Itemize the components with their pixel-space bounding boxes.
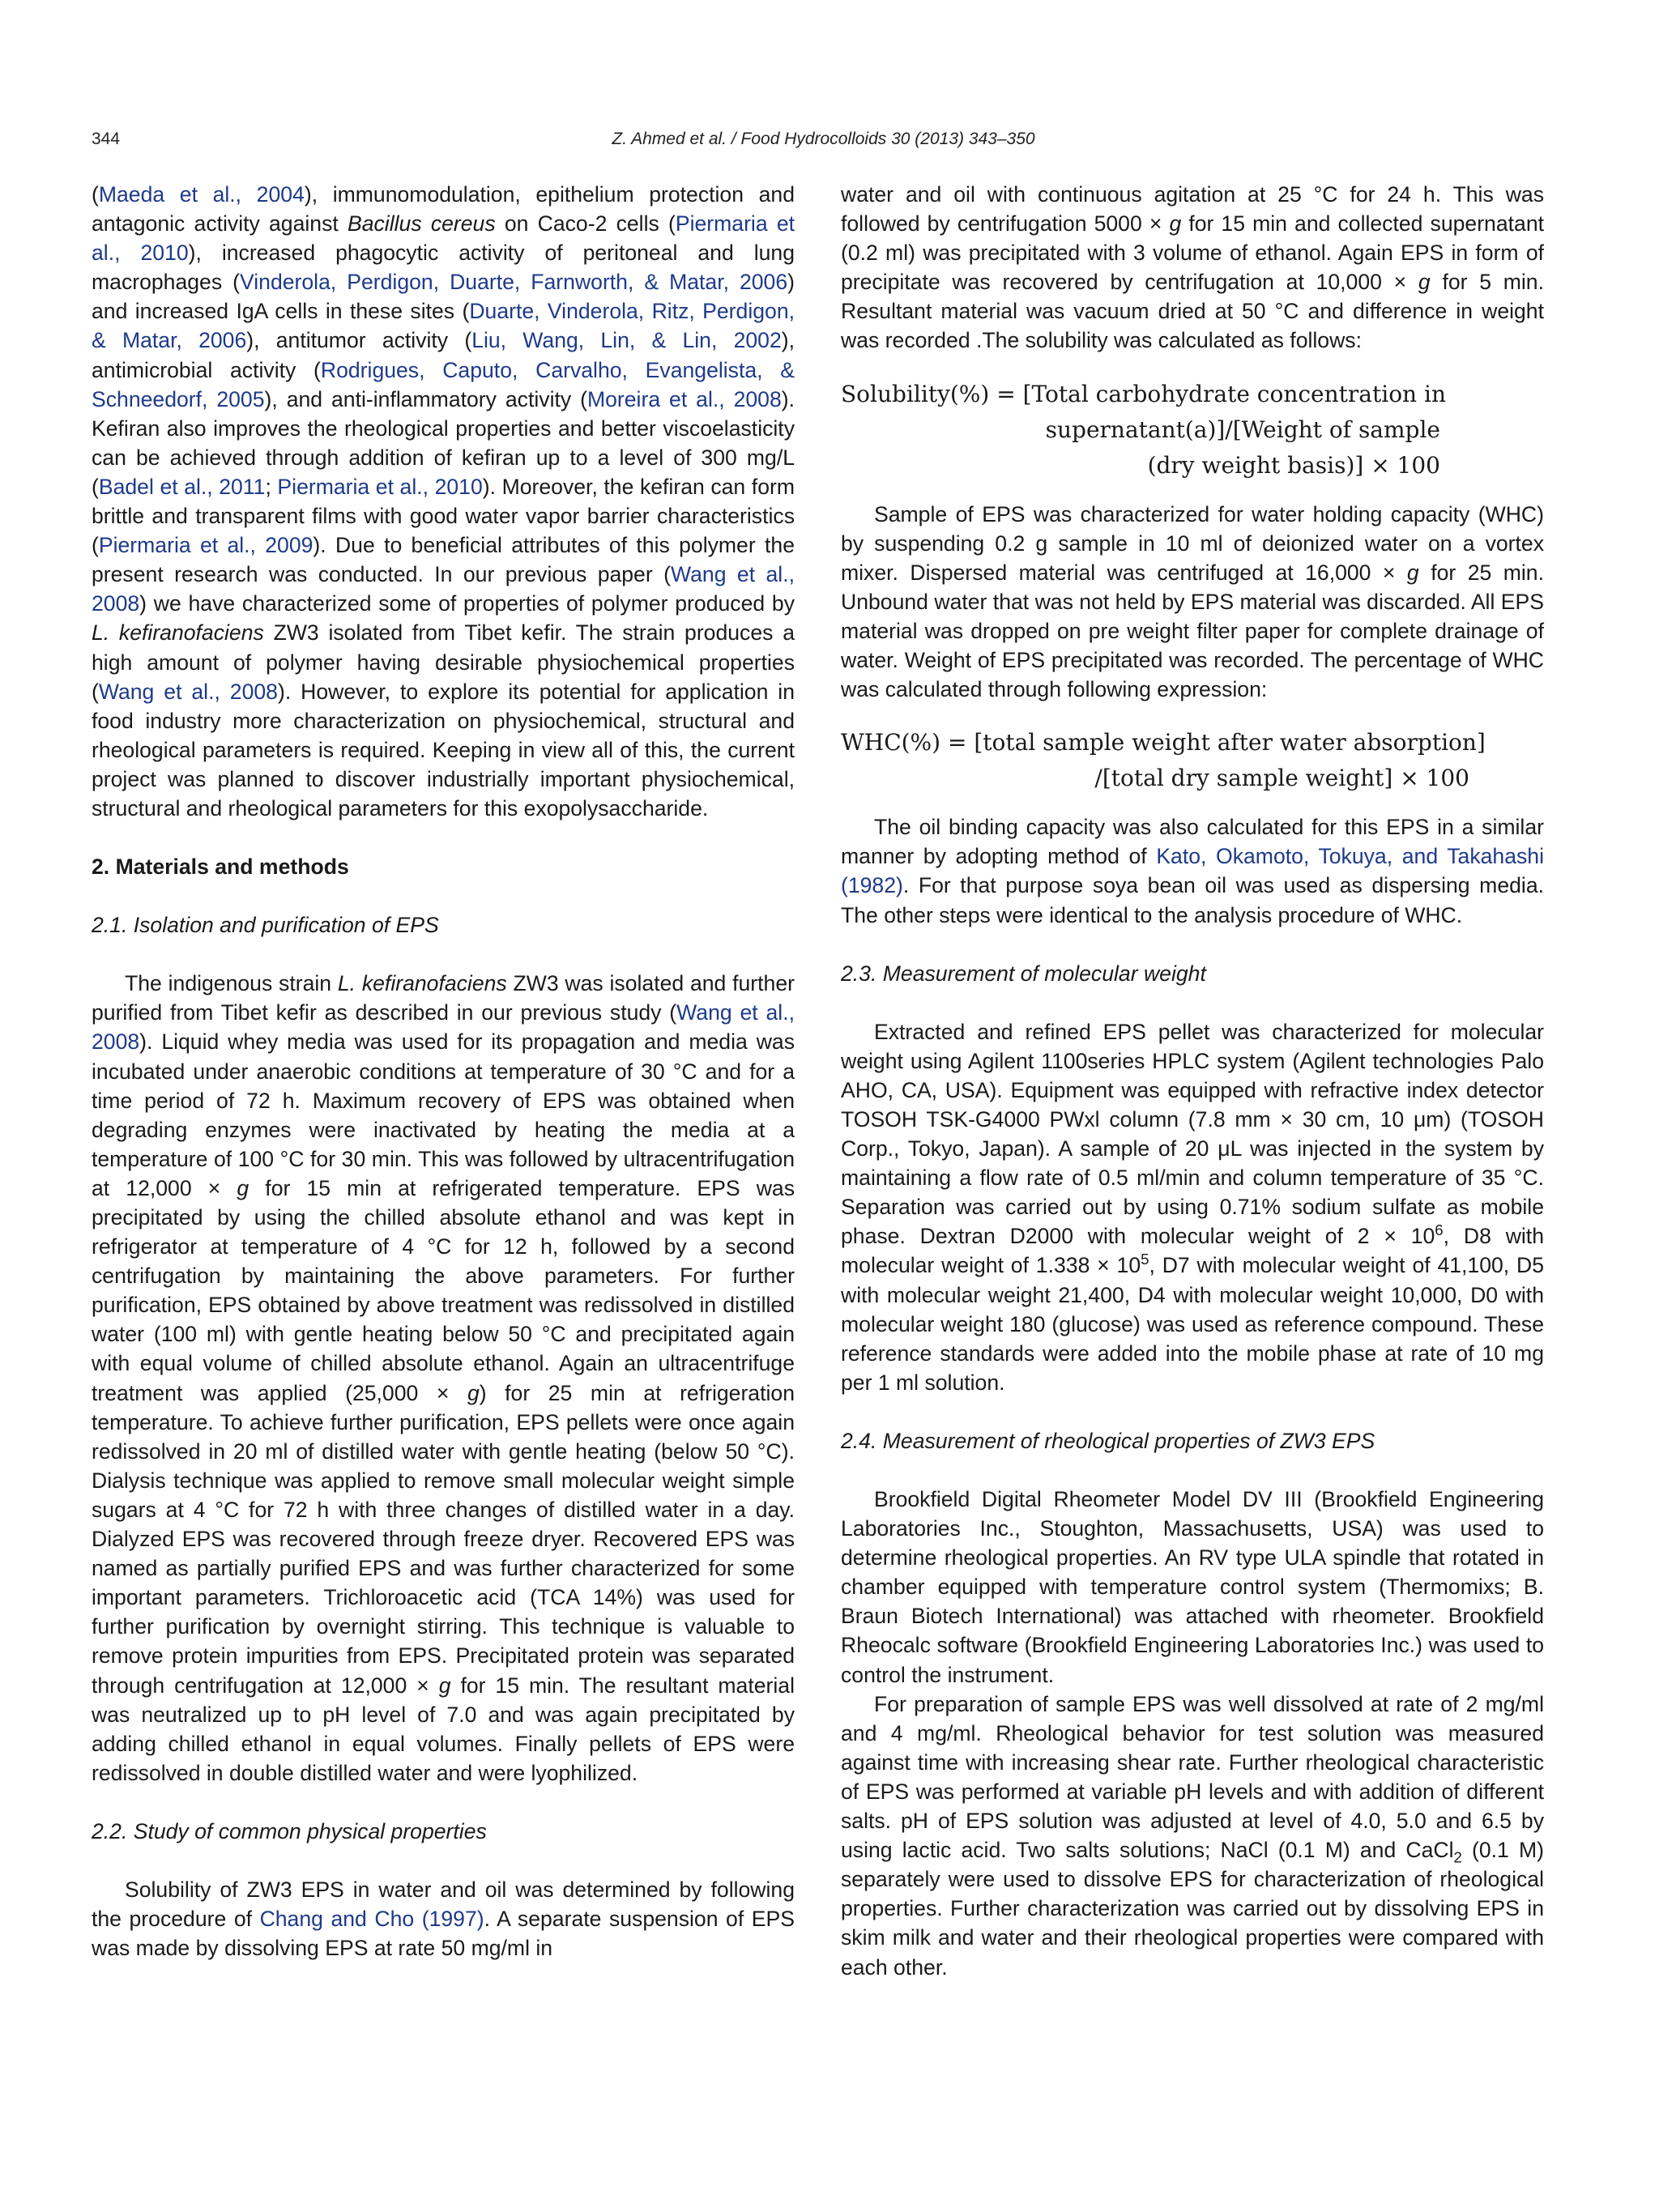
whc-equation <box>841 725 1544 796</box>
subsection-heading: 2.2. Study of common physical properties <box>92 1818 487 1843</box>
subsection-heading: 2.3. Measurement of molecular weight <box>841 961 1206 986</box>
citation-link[interactable]: Liu, Wang, Lin, & Lin, 2002 <box>471 328 782 353</box>
body-paragraph: The oil binding capacity was also calculated for this EPS in a similar manner by adopting method of Kato, Okamoto, Tokuya, and Takahashi (1982). For that purpose soya bean oil was used as dispersing media. The other steps were identical to the analysis procedure of WHC. <box>841 815 1544 927</box>
equation-line: supernatant(a)]/[Weight of sample <box>1045 416 1440 443</box>
page-number: 344 <box>92 130 121 148</box>
body-paragraph: For preparation of sample EPS was well dissolved at rate of 2 mg/ml and 4 mg/ml. Rheological behavior for test solution was measured against time with increasing shear rate. Further rheological characteristic of EPS was performed at variable pH levels and with addition of different salts. pH of EPS solution was adjusted at level of 4.0, 5.0 and 6.5 by using lactic acid. Two salts solutions; NaCl (0.1 M) and CaCl$_2$ (0.1 M) separately were used to dissolve EPS for characterization of rheological properties. Further characterization was carried out by dissolving EPS in skim milk and water and their rheological properties were compared with each other. <box>841 1691 1544 1980</box>
body-paragraph: Extracted and refined EPS pellet was characterized for molecular weight using Agilent 1100series HPLC system (Agilent technologies Palo AHO, CA, USA). Equipment was equipped with refractive index detector TOSOH TSK-G4000 PWxl column (7.8 mm × 30 cm, 10 μm) (TOSOH Corp., Tokyo, Japan). A sample of 20 μL was injected in the system by maintaining a flow rate of 0.5 ml/min and column temperature of 35 °C. Separation was carried out by using 0.71% sodium sulfate as mobile phase. Dextran D2000 with molecular weight of $2 \times 10^6$, D8 with molecular weight of $1.338 \times 10^5$, D7 with molecular weight of 41,100, D5 with molecular weight 21,400, D4 with molecular weight 10,000, D0 with molecular weight 180 (glucose) was used as reference compound. These reference standards were added into the mobile phase at rate of 10 mg per 1 ml solution. <box>841 1019 1544 1395</box>
body-paragraph: The indigenous strain L. kefiranofaciens ZW3 was isolated and further purified from Tibet kefir as described in our previous study (Wang et al., 2008). Liquid whey media was used for its propagation and media was incubated under anaerobic conditions at temperature of 30 °C and for a time period of 72 h. Maximum recovery of EPS was obtained when degrading enzymes were inactivated by heating the media at a temperature of 100 °C for 30 min. This was followed by ultracentrifugation at 12,000 × g for 15 min at refrigerated temperature. EPS was precipitated by using the chilled absolute ethanol and was kept in refrigerator at temperature of 4 °C for 12 h, followed by a second centrifugation by maintaining the above parameters. For further purification, EPS obtained by above treatment was redissolved in distilled water (100 ml) with gentle heating below 50 °C and precipitated again with equal volume of chilled absolute ethanol. Again an ultracentrifuge treatment was applied (25,000 × g) for 25 min at refrigeration temperature. To achieve further purification, EPS pellets were once again redissolved in 20 ml of distilled water with gentle heating (below 50 °C). Dialysis technique was applied to remove small molecular weight simple sugars at 4 °C for 72 h with three changes of distilled water in a day. Dialyzed EPS was recovered through freeze dryer. Recovered EPS was named as partially purified EPS and was further characterized for some important parameters. Trichloroacetic acid (TCA 14%) was used for further purification by overnight stirring. This technique is valuable to remove protein impurities from EPS. Precipitated protein was separated through centrifugation at 12,000 × g for 15 min. The resultant material was neutralized up to pH level of 7.0 and was again precipitated by adding chilled ethanol in equal volumes. Finally pellets of EPS were redissolved in double distilled water and were lyophilized. <box>92 971 795 1785</box>
citation-link[interactable]: Duarte, Vinderola, Ritz, Perdigon, & Matar, 2006 <box>92 299 795 353</box>
citation-link[interactable]: Vinderola, Perdigon, Duarte, Farnworth, & Matar, 2006 <box>239 270 788 295</box>
equation-line: (dry weight basis)] × 100 <box>1147 451 1440 479</box>
right-column <box>841 180 1544 1982</box>
citation-link[interactable]: Piermaria et al., 2010 <box>277 474 483 499</box>
citation-link[interactable]: Maeda et al., 2004 <box>98 182 305 207</box>
running-head <box>92 130 1555 157</box>
citation-link[interactable]: Piermaria et al., 2010 <box>92 211 795 266</box>
equation-line: WHC(%) = [total sample weight after water absorption] <box>841 729 1486 757</box>
subsection-heading: 2.4. Measurement of rheological properties of ZW3 EPS <box>841 1428 1375 1453</box>
subsection-heading: 2.1. Isolation and purification of EPS <box>92 913 439 938</box>
body-paragraph: Brookfield Digital Rheometer Model DV III (Brookfield Engineering Laboratories Inc., Stoughton, Massachusetts, USA) was used to determine rheological properties. An RV type ULA spindle that rotated in chamber equipped with temperature control system (Thermomixs; B. Braun Biotech International) was attached with rheometer. Brookfield Rheocalc software (Brookfield Engineering Laboratories Inc.) was used to control the instrument. <box>841 1487 1544 1687</box>
body-paragraph: Solubility of ZW3 EPS in water and oil was determined by following the procedure of Chang and Cho (1997). A separate suspension of EPS was made by dissolving EPS at rate 50 mg/ml in <box>92 1877 795 1961</box>
equation-line: /[total dry sample weight] × 100 <box>1094 765 1469 792</box>
body-paragraph: water and oil with continuous agitation at 25 °C for 24 h. This was followed by centrifugation 5000 × g for 15 min and collected supernatant (0.2 ml) was precipitated with 3 volume of ethanol. Again EPS in form of precipitate was recovered by centrifugation at 10,000 × g for 5 min. Resultant material was vacuum dried at 50 °C and difference in weight was recorded .The solubility was calculated as follows: <box>841 182 1544 353</box>
citation-link[interactable]: Badel et al., 2011 <box>98 474 266 499</box>
citation-link[interactable]: Wang et al., 2008 <box>92 1000 795 1055</box>
citation-link[interactable]: Kato, Okamoto, Tokuya, and Takahashi (1982) <box>841 844 1544 898</box>
citation-link[interactable]: Moreira et al., 2008 <box>586 386 782 411</box>
solubility-equation <box>841 377 1544 484</box>
equation-line: Solubility(%) = [Total carbohydrate concentration in <box>841 380 1446 407</box>
left-column <box>92 180 795 1963</box>
body-paragraph: Sample of EPS was characterized for water holding capacity (WHC) by suspending 0.2 g sample in 10 ml of deionized water on a vortex mixer. Dispersed material was centrifuged at 16,000 × g for 25 min. Unbound water that was not held by EPS material was discarded. All EPS material was dropped on pre weight filter paper for complete drainage of water. Weight of EPS precipitated was recorded. The percentage of WHC was calculated through following expression: <box>841 501 1544 702</box>
section-heading: 2. Materials and methods <box>92 855 349 880</box>
citation-link[interactable]: Wang et al., 2008 <box>92 562 795 616</box>
intro-paragraph-continued: (Maeda et al., 2004), immunomodulation, epithelium protection and antagonic activity against Bacillus cereus on Caco-2 cells (Piermaria et al., 2010), increased phagocytic activity of peritoneal and lung macrophages (Vinderola, Perdigon, Duarte, Farnworth, & Matar, 2006) and increased IgA cells in these sites (Duarte, Vinderola, Ritz, Perdigon, & Matar, 2006), antitumor activity (Liu, Wang, Lin, & Lin, 2002), antimicrobial activity (Rodrigues, Caputo, Carvalho, Evangelista, & Schneedorf, 2005), and anti-inflammatory activity (Moreira et al., 2008). Kefiran also improves the rheological properties and better viscoelasticity can be achieved through addition of kefiran up to a level of 300 mg/L (Badel et al., 2011; Piermaria et al., 2010). Moreover, the kefiran can form brittle and transparent films with good water vapor barrier characteristics (Piermaria et al., 2009). Due to beneficial attributes of this polymer the present research was conducted. In our previous paper (Wang et al., 2008) we have characterized some of properties of polymer produced by L. kefiranofaciens ZW3 isolated from Tibet kefir. The strain produces a high amount of polymer having desirable physiochemical properties (Wang et al., 2008). However, to explore its potential for application in food industry more characterization on physiochemical, structural and rheological parameters is required. Keeping in view all of this, the current project was planned to discover industrially important physiochemical, structural and rheological parameters for this exopolysaccharide. <box>92 182 795 820</box>
citation-link[interactable]: Wang et al., 2008 <box>98 679 278 704</box>
citation-link[interactable]: Piermaria et al., 2009 <box>98 533 313 558</box>
journal-reference: Z. Ahmed et al. / Food Hydrocolloids 30 (2013) 343–350 <box>612 130 1035 148</box>
citation-link[interactable]: Rodrigues, Caputo, Carvalho, Evangelista, & Schneedorf, 2005 <box>92 357 795 411</box>
citation-link[interactable]: Chang and Cho (1997) <box>259 1907 484 1932</box>
